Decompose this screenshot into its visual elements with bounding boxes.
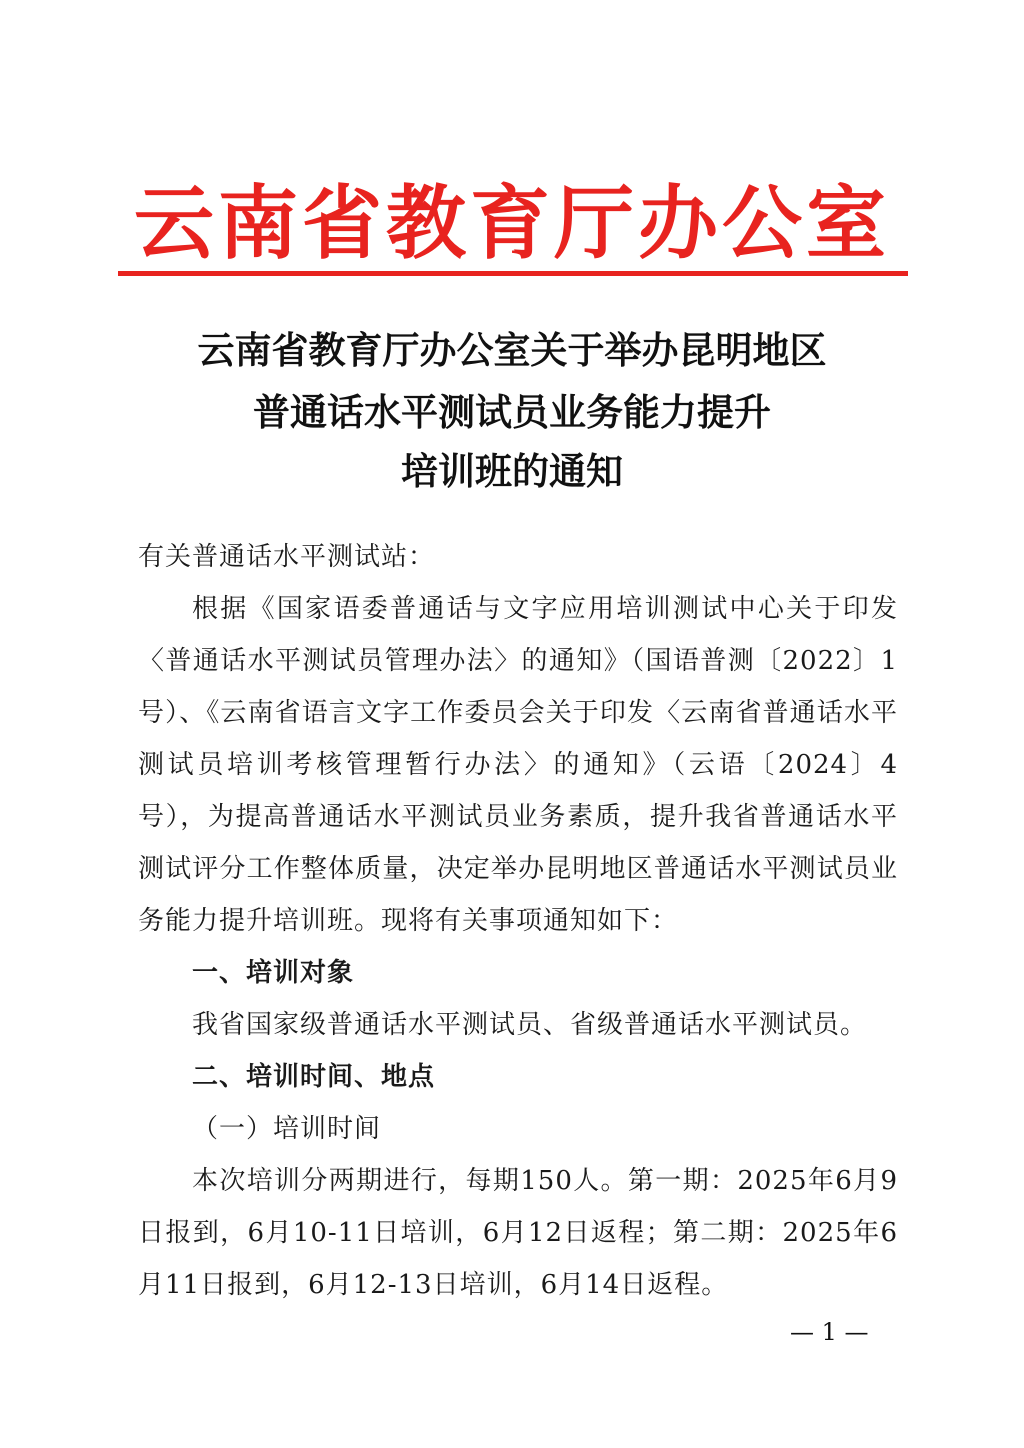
section-2-text: 本次培训分两期进行，每期150人。第一期：2025年6月9日报到，6月10-11日培训，6月12日返程；第二期：2025年6月11日报到，6月12-13日培训，6月14日返程。 bbox=[138, 1166, 898, 1300]
salutation: 有关普通话水平测试站： bbox=[138, 542, 436, 572]
intro-paragraph: 根据《国家语委普通话与文字应用培训测试中心关于印发〈普通话水平测试员管理办法〉的通知》（国语普测〔2022〕1号）、《云南省语言文字工作委员会关于印发〈云南省普通话水平测试员培训考核管理暂行办法〉的通知》（云语〔2024〕4号），为提高普通话水平测试员业务素质，提升我省普通话水平测试评分工作整体质量，决定举办昆明地区普通话水平测试员业务能力提升培训班。现将有关事项通知如下： bbox=[138, 594, 898, 936]
section-2-subheading: （一）培训时间 bbox=[192, 1114, 382, 1144]
page-number: — 1 — bbox=[790, 1318, 869, 1346]
notice-title-line-3: 培训班的通知 bbox=[401, 449, 623, 493]
document-body bbox=[138, 531, 898, 1311]
letterhead-title: 云南省教育厅办公室 bbox=[134, 176, 890, 270]
section-1-text: 我省国家级普通话水平测试员、省级普通话水平测试员。 bbox=[192, 1010, 868, 1040]
notice-title-line-2: 普通话水平测试员业务能力提升 bbox=[253, 390, 771, 434]
section-2-heading: 二、培训时间、地点 bbox=[192, 1062, 436, 1092]
red-divider-line bbox=[118, 271, 908, 276]
notice-title-line-1: 云南省教育厅办公室关于举办昆明地区 bbox=[197, 328, 827, 372]
section-1-heading: 一、培训对象 bbox=[192, 958, 355, 988]
